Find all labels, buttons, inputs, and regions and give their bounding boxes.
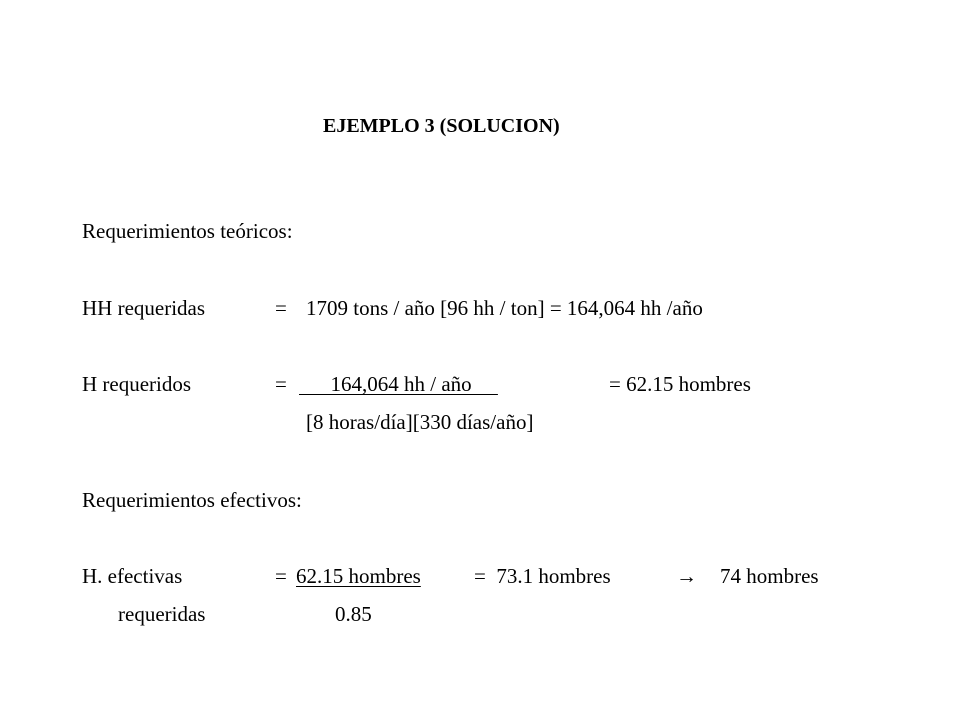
h-denominator: [8 horas/día][330 días/año] [306, 410, 534, 434]
eff-denominator: 0.85 [335, 602, 372, 626]
eff-label-line1: H. efectivas [82, 564, 183, 588]
eff-result: = 73.1 hombres [474, 564, 611, 588]
hh-expression: 1709 tons / año [96 hh / ton] = 164,064 hh /año [306, 296, 703, 320]
slide-title: EJEMPLO 3 (SOLUCION) [323, 115, 560, 137]
eff-label-line2: requeridas [118, 602, 206, 626]
hh-label: HH requeridas [82, 296, 206, 320]
eff-equals: = [275, 564, 287, 588]
h-numerator: 164,064 hh / año [299, 372, 498, 396]
h-equals: = [275, 372, 287, 396]
effective-heading: Requerimientos efectivos: [82, 488, 302, 512]
eff-numerator: 62.15 hombres [296, 564, 421, 588]
h-label: H requeridos [82, 372, 192, 396]
hh-equals: = [275, 296, 287, 320]
h-result: = 62.15 hombres [609, 372, 751, 396]
right-arrow-icon: → [676, 564, 697, 588]
theoretical-heading: Requerimientos teóricos: [82, 219, 293, 243]
eff-final: 74 hombres [720, 564, 819, 588]
